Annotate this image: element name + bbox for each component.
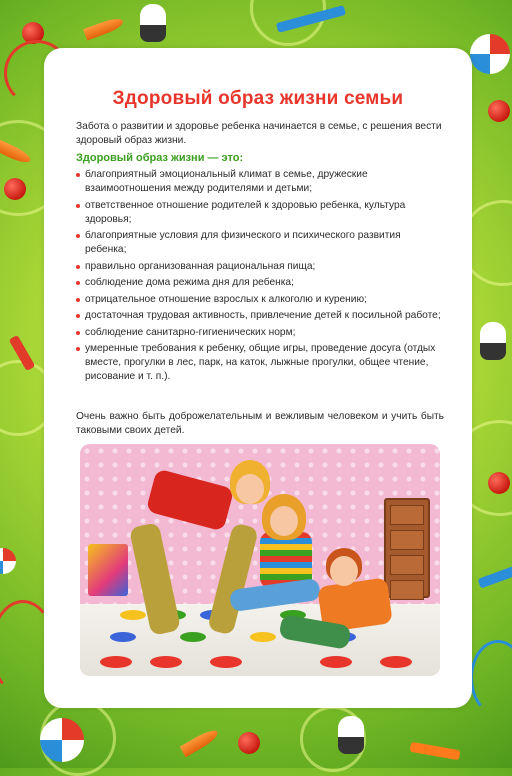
apple-icon: [238, 732, 260, 754]
family-twister-illustration: [80, 444, 440, 676]
intro-paragraph: Забота о развитии и здоровье ребенка начинается в семье, с решения вести здоровый образ жизни.: [76, 121, 442, 146]
healthy-lifestyle-list: [76, 168, 444, 387]
list-item: благоприятные условия для физического и психического развития ребенка;: [76, 229, 444, 257]
apple-icon: [4, 178, 26, 200]
list-item: ответственное отношение родителей к здоровью ребенка, культура здоровья;: [76, 199, 444, 227]
list-item: правильно организованная рациональная пища;: [76, 260, 444, 274]
dumbbell-icon: [410, 742, 461, 761]
list-item: соблюдение санитарно-гигиенических норм;: [76, 326, 444, 340]
toy-figure-icon: [140, 4, 166, 42]
list-item: соблюдение дома режима дня для ребенка;: [76, 276, 444, 290]
carrot-icon: [180, 727, 221, 757]
beach-ball-icon: [0, 548, 16, 574]
closing-paragraph: Очень важно быть доброжелательным и вежливым человеком и учить быть таковыми своих детей.: [76, 411, 444, 436]
list-item: умеренные требования к ребенку, общие игры, проведение досуга (отдых вместе, прогулки в лес, парк, на каток, лыжные прогулки, общее чтение, рисование и т. п.).: [76, 342, 444, 384]
toy-figure-icon: [480, 322, 506, 360]
list-item: достаточная трудовая активность, привлечение детей к посильной работе;: [76, 309, 444, 323]
jump-rope-icon: [470, 640, 512, 716]
beach-ball-icon: [40, 718, 84, 762]
apple-icon: [488, 100, 510, 122]
list-item: отрицательное отношение взрослых к алкоголю и курению;: [76, 293, 444, 307]
list-heading: Здоровый образ жизни — это:: [76, 152, 244, 164]
carrot-icon: [83, 16, 125, 41]
page-title: Здоровый образ жизни семьи: [112, 88, 404, 109]
dumbbell-icon: [477, 565, 512, 588]
game-box: [88, 544, 128, 596]
beach-ball-icon: [470, 34, 510, 74]
list-item: благоприятный эмоциональный климат в семье, дружеские взаимоотношения между родителями и детьми;: [76, 168, 444, 196]
dresser: [384, 498, 430, 598]
content-panel: [44, 48, 472, 708]
toy-figure-icon: [338, 716, 364, 754]
apple-icon: [488, 472, 510, 494]
